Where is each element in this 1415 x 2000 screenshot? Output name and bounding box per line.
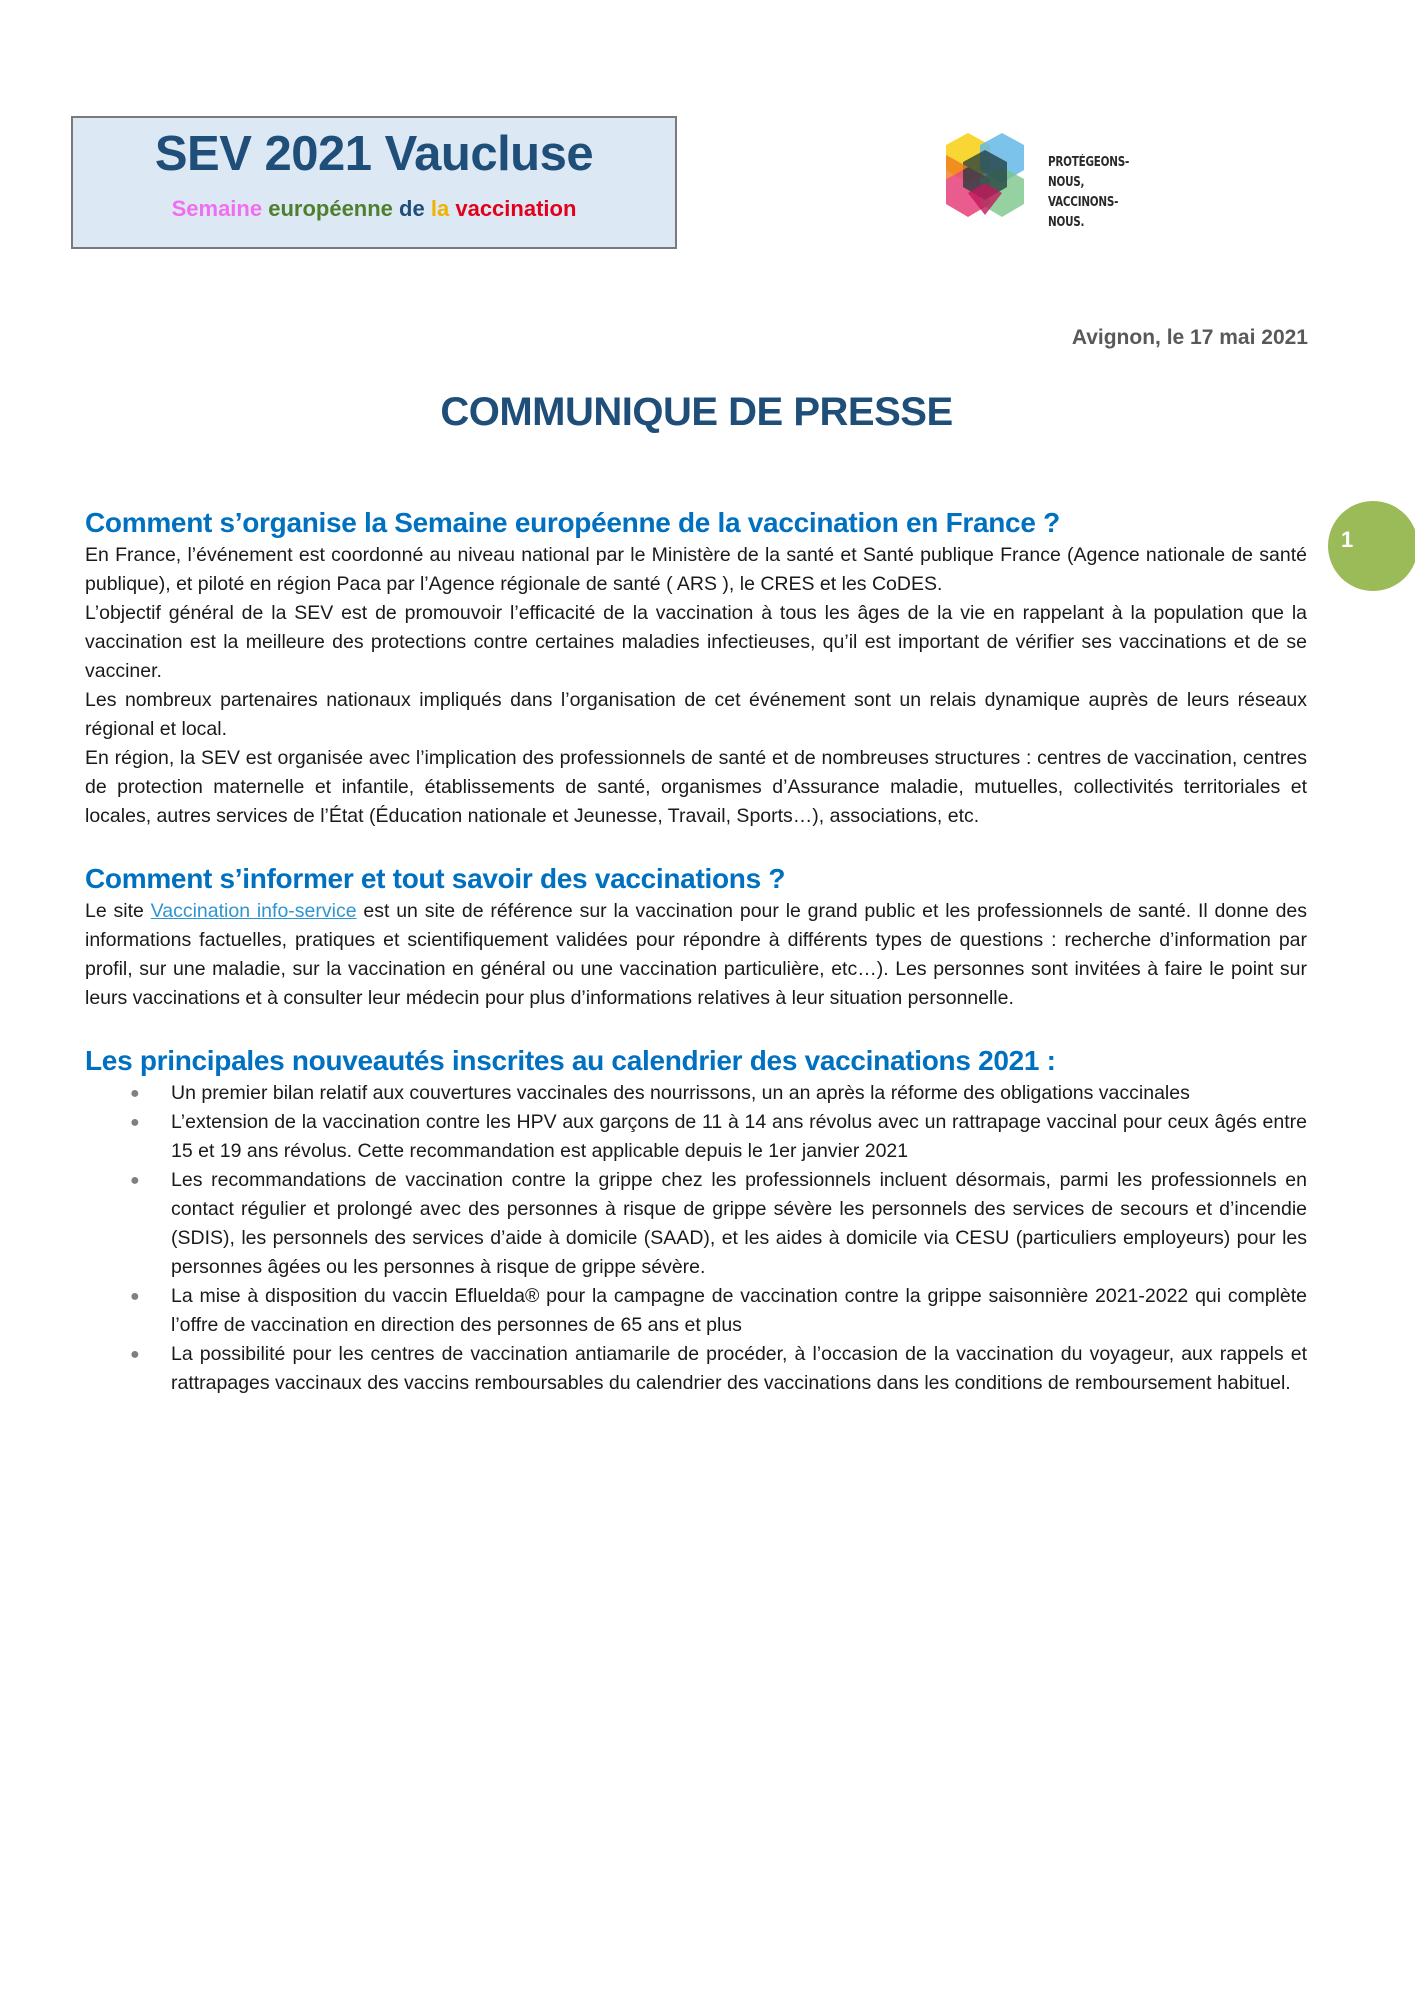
campaign-logo <box>940 125 1160 230</box>
hexagon-cube-icon <box>940 125 1040 225</box>
vaccination-info-service-link[interactable]: Vaccination info-service <box>150 900 357 922</box>
subtitle-word: la <box>430 196 450 221</box>
section-new-items <box>85 1043 1307 1398</box>
section-heading: Comment s’informer et tout savoir des vaccinations ? <box>85 863 786 894</box>
tagline-line-2: VACCINONS-NOUS. <box>1048 195 1119 230</box>
paragraph: Les nombreux partenaires nationaux impliqués dans l’organisation de cet événement sont un relais dynamique auprès de leurs réseaux régional et local. <box>85 689 1307 740</box>
paragraph: L’objectif général de la SEV est de promouvoir l’efficacité de la vaccination à tous les âges de la vie en rappelant à la population que la vaccination est la meilleure des protections contre certaines maladies infectieuses, qu’il est important de vérifier ses vaccinations et de se vacciner. <box>85 602 1307 682</box>
tagline-line-1: PROTÉGEONS-NOUS, <box>1048 155 1130 190</box>
list-item <box>130 1340 1307 1398</box>
page-number: 1 <box>1341 527 1354 552</box>
bullet-icon: ● <box>130 1172 140 1189</box>
list-item <box>130 1166 1307 1282</box>
section-information <box>85 861 1307 1013</box>
date-line: Avignon, le 17 mai 2021 <box>1071 326 1308 349</box>
subtitle-word: européenne <box>268 196 393 221</box>
list-item-text: Un premier bilan relatif aux couvertures vaccinales des nourrissons, un an après la réforme des obligations vaccinales <box>171 1082 1190 1104</box>
logo-tagline <box>1048 153 1138 233</box>
list-item-text: Les recommandations de vaccination contre la grippe chez les professionnels incluent désormais, parmi les professionnels en contact régulier et prolongé avec des personnes à risque de grippe sévère les personnels des services de secours et d’incendie (SDIS), les personnels des services d’aide à domicile (SAAD), et les aides à domicile via CESU (particuliers employeurs) pour les personnes âgées ou les personnes à risque de grippe sévère. <box>171 1169 1307 1278</box>
list-item <box>130 1079 1307 1108</box>
main-title: SEV 2021 Vaucluse <box>154 127 594 181</box>
subtitle-word: Semaine <box>171 196 263 221</box>
subtitle <box>73 196 675 222</box>
list-item-text: La possibilité pour les centres de vaccination antiamarile de procéder, à l’occasion de la vaccination du voyageur, aux rappels et rattrapages vaccinaux des vaccins remboursables du calendrier des vaccinations dans les conditions de remboursement habituel. <box>171 1343 1307 1394</box>
paragraph-text: est un site de référence sur la vaccination pour le grand public et les professionnels de santé. Il donne des informations factuelles, pratiques et scientifiquement validées pour répondre à différents types de questions : recherche d’information par profil, sur une maladie, sur la vaccination en général ou une vaccination particulière, etc…). Les personnes sont invitées à faire le point sur leurs vaccinations et à consulter leur médecin pour plus d’informations relatives à leur situation personnelle. <box>85 900 1308 1009</box>
list-item <box>130 1282 1307 1340</box>
document-body <box>85 505 1307 1428</box>
document-title: COMMUNIQUE DE PRESSE <box>440 390 953 434</box>
bullet-icon: ● <box>130 1114 140 1131</box>
bullet-icon: ● <box>130 1346 140 1363</box>
list-item-text: L’extension de la vaccination contre les HPV aux garçons de 11 à 14 ans révolus avec un rattrapage vaccinal pour ceux âgés entre 15 et 19 ans révolus. Cette recommandation est applicable depuis le 1er janvier 2021 <box>171 1111 1307 1162</box>
section-organisation <box>85 505 1307 831</box>
page-number-badge <box>1328 501 1415 591</box>
list-item-text: La mise à disposition du vaccin Efluelda® pour la campagne de vaccination contre la grippe saisonnière 2021-2022 qui complète l’offre de vaccination en direction des personnes de 65 ans et plus <box>171 1285 1307 1336</box>
intro-text: Le site <box>85 900 151 922</box>
bullet-icon: ● <box>130 1288 140 1305</box>
subtitle-word: de <box>399 196 425 221</box>
bullet-list <box>85 1079 1307 1398</box>
section-heading: Comment s’organise la Semaine européenne de la vaccination en France ? <box>85 507 1060 538</box>
bullet-icon: ● <box>130 1085 140 1102</box>
paragraph <box>85 897 1307 1013</box>
paragraph: En région, la SEV est organisée avec l’implication des professionnels de santé et de nombreuses structures : centres de vaccination, centres de protection maternelle et infantile, établissements de santé, organismes d’Assurance maladie, mutuelles, collectivités territoriales et locales, autres services de l’État (Éducation nationale et Jeunesse, Travail, Sports…), associations, etc. <box>85 747 1307 827</box>
subtitle-word: vaccination <box>455 196 577 221</box>
section-heading: Les principales nouveautés inscrites au calendrier des vaccinations 2021 : <box>85 1045 1056 1076</box>
paragraph: En France, l’événement est coordonné au niveau national par le Ministère de la santé et Santé publique France (Agence nationale de santé publique), et piloté en région Paca par l’Agence régionale de santé ( ARS ), le CRES et les CoDES. <box>85 544 1307 595</box>
title-box <box>71 116 677 249</box>
list-item <box>130 1108 1307 1166</box>
